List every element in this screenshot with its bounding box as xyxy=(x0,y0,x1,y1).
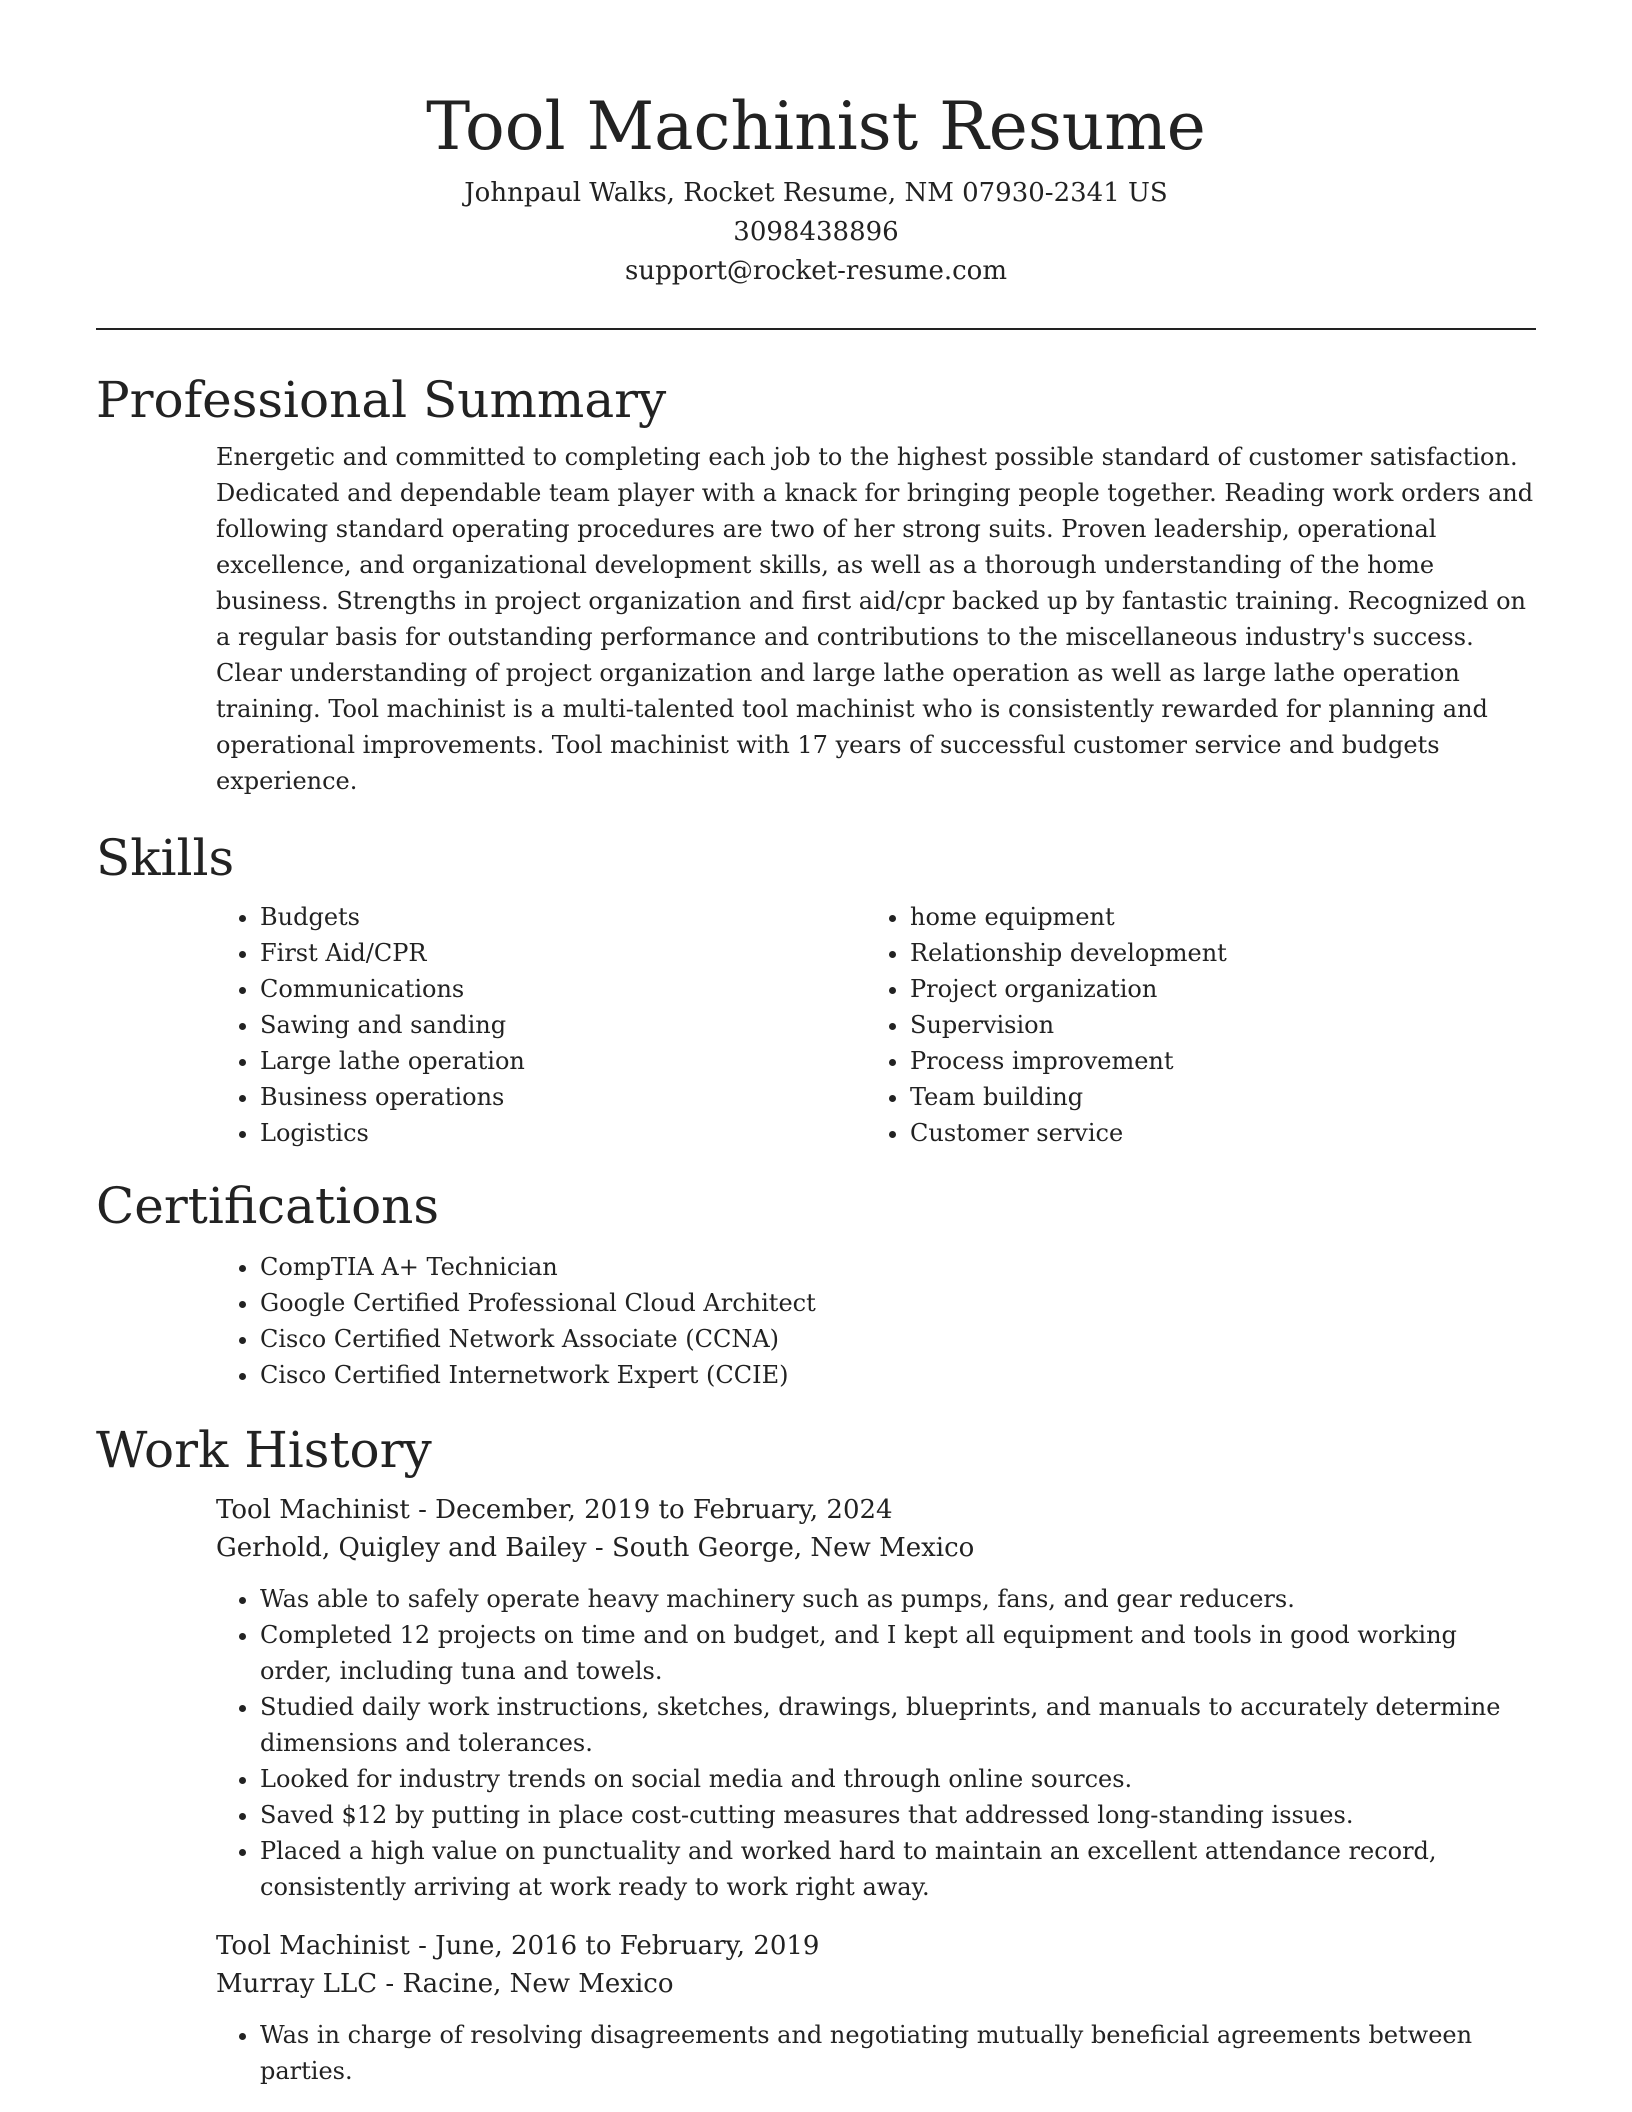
job-bullet-list xyxy=(216,2017,1536,2089)
page-title: Tool Machinist Resume xyxy=(426,88,1206,165)
certification-item: • Cisco Certified Network Associate (CCNA) xyxy=(260,1321,1536,1357)
skill-item: • home equipment xyxy=(910,899,1516,935)
job-title: Tool Machinist xyxy=(216,1931,410,1961)
summary-section xyxy=(96,367,1536,799)
job-bullet: • Studied daily work instructions, sketches, drawings, blueprints, and manuals to accurately determine dimensions and tolerances. xyxy=(260,1689,1536,1761)
certifications-section xyxy=(96,1173,1536,1393)
contact-email: support@rocket-resume.com xyxy=(624,256,1007,286)
work-history-section xyxy=(96,1417,1536,2089)
skills-list-left xyxy=(216,899,866,1151)
job-separator: - xyxy=(409,1931,436,1961)
skill-item: • Logistics xyxy=(260,1115,866,1151)
skill-item: • Sawing and sanding xyxy=(260,1007,866,1043)
skills-heading: Skills xyxy=(96,829,235,887)
job-entry xyxy=(216,1927,1536,2089)
skill-item: • Large lathe operation xyxy=(260,1043,866,1079)
job-location: Racine, New Mexico xyxy=(402,1969,674,1999)
certification-item: • Cisco Certified Internetwork Expert (CCIE) xyxy=(260,1357,1536,1393)
job-bullets xyxy=(216,2017,1536,2089)
job-company: Murray LLC xyxy=(216,1969,378,1999)
skill-item: • Customer service xyxy=(910,1115,1516,1151)
work-history-heading: Work History xyxy=(96,1421,432,1479)
job-separator: - xyxy=(586,1533,612,1563)
skill-item: • Business operations xyxy=(260,1079,866,1115)
job-bullets xyxy=(216,1581,1536,1905)
skill-item: • Project organization xyxy=(910,971,1516,1007)
job-bullet: • Saved $12 by putting in place cost-cutting measures that addressed long-standing issues. xyxy=(260,1797,1536,1833)
summary-text: Energetic and committed to completing each job to the highest possible standard of customer satisfaction. Dedicated and dependable team player with a knack for bringing people together. Reading work orders and following standard operating procedures are two of her strong suits. Proven leadership, operational excellence, and organizational development skills, as well as a thorough understanding of the home business. Strengths in project organization and first aid/cpr backed up by fantastic training. Recognized on a regular basis for outstanding performance and contributions to the miscellaneous industry's success. Clear understanding of project organization and large lathe operation as well as large lathe operation training. Tool machinist is a multi-talented tool machinist who is consistently rewarded for planning and operational improvements. Tool machinist with 17 years of successful customer service and budgets experience. xyxy=(216,443,1534,795)
skill-item: • Process improvement xyxy=(910,1043,1516,1079)
skill-item: • Budgets xyxy=(260,899,866,935)
contact-phone: 3098438896 xyxy=(733,217,899,247)
contact-block xyxy=(96,174,1536,291)
job-title-line xyxy=(216,1491,1536,1529)
job-separator: - xyxy=(409,1495,436,1525)
skill-item: • Team building xyxy=(910,1079,1516,1115)
job-company-line xyxy=(216,1965,1536,2003)
skills-column-right xyxy=(866,899,1516,1151)
job-bullet: • Placed a high value on punctuality and worked hard to maintain an excellent attendance record, consistently arriving at work ready to work right away. xyxy=(260,1833,1536,1905)
job-company: Gerhold, Quigley and Bailey xyxy=(216,1533,587,1563)
skill-item: • Communications xyxy=(260,971,866,1007)
job-bullet: • Completed 12 projects on time and on budget, and I kept all equipment and tools in good working order, including tuna and towels. xyxy=(260,1617,1536,1689)
summary-heading: Professional Summary xyxy=(96,371,667,429)
job-location: South George, New Mexico xyxy=(611,1533,975,1563)
header-divider xyxy=(96,328,1536,330)
skills-list-right xyxy=(866,899,1516,1151)
skill-item: • Relationship development xyxy=(910,935,1516,971)
job-bullet: • Looked for industry trends on social media and through online sources. xyxy=(260,1761,1536,1797)
contact-address: Johnpaul Walks, Rocket Resume, NM 07930-2341 US xyxy=(464,178,1168,208)
job-bullet-list xyxy=(216,1581,1536,1905)
skill-item: • Supervision xyxy=(910,1007,1516,1043)
certifications-list xyxy=(216,1249,1536,1393)
job-bullet: • Was able to safely operate heavy machinery such as pumps, fans, and gear reducers. xyxy=(260,1581,1536,1617)
skills-column-left xyxy=(216,899,866,1151)
certifications-heading: Certifications xyxy=(96,1177,440,1235)
job-dates: December, 2019 to February, 2024 xyxy=(435,1495,893,1525)
skills-section xyxy=(96,825,1536,1151)
skill-item: • First Aid/CPR xyxy=(260,935,866,971)
job-bullet: • Was in charge of resolving disagreements and negotiating mutually beneficial agreements between parties. xyxy=(260,2017,1536,2089)
job-company-line xyxy=(216,1529,1536,1567)
job-entry xyxy=(216,1491,1536,1905)
job-dates: June, 2016 to February, 2019 xyxy=(435,1931,820,1961)
certification-item: • CompTIA A+ Technician xyxy=(260,1249,1536,1285)
resume-page xyxy=(96,0,1536,2089)
job-title: Tool Machinist xyxy=(216,1495,410,1525)
job-title-line xyxy=(216,1927,1536,1965)
certifications-list-wrap xyxy=(216,1249,1536,1393)
job-separator: - xyxy=(377,1969,403,1999)
skills-grid xyxy=(216,899,1536,1151)
certification-item: • Google Certified Professional Cloud Architect xyxy=(260,1285,1536,1321)
